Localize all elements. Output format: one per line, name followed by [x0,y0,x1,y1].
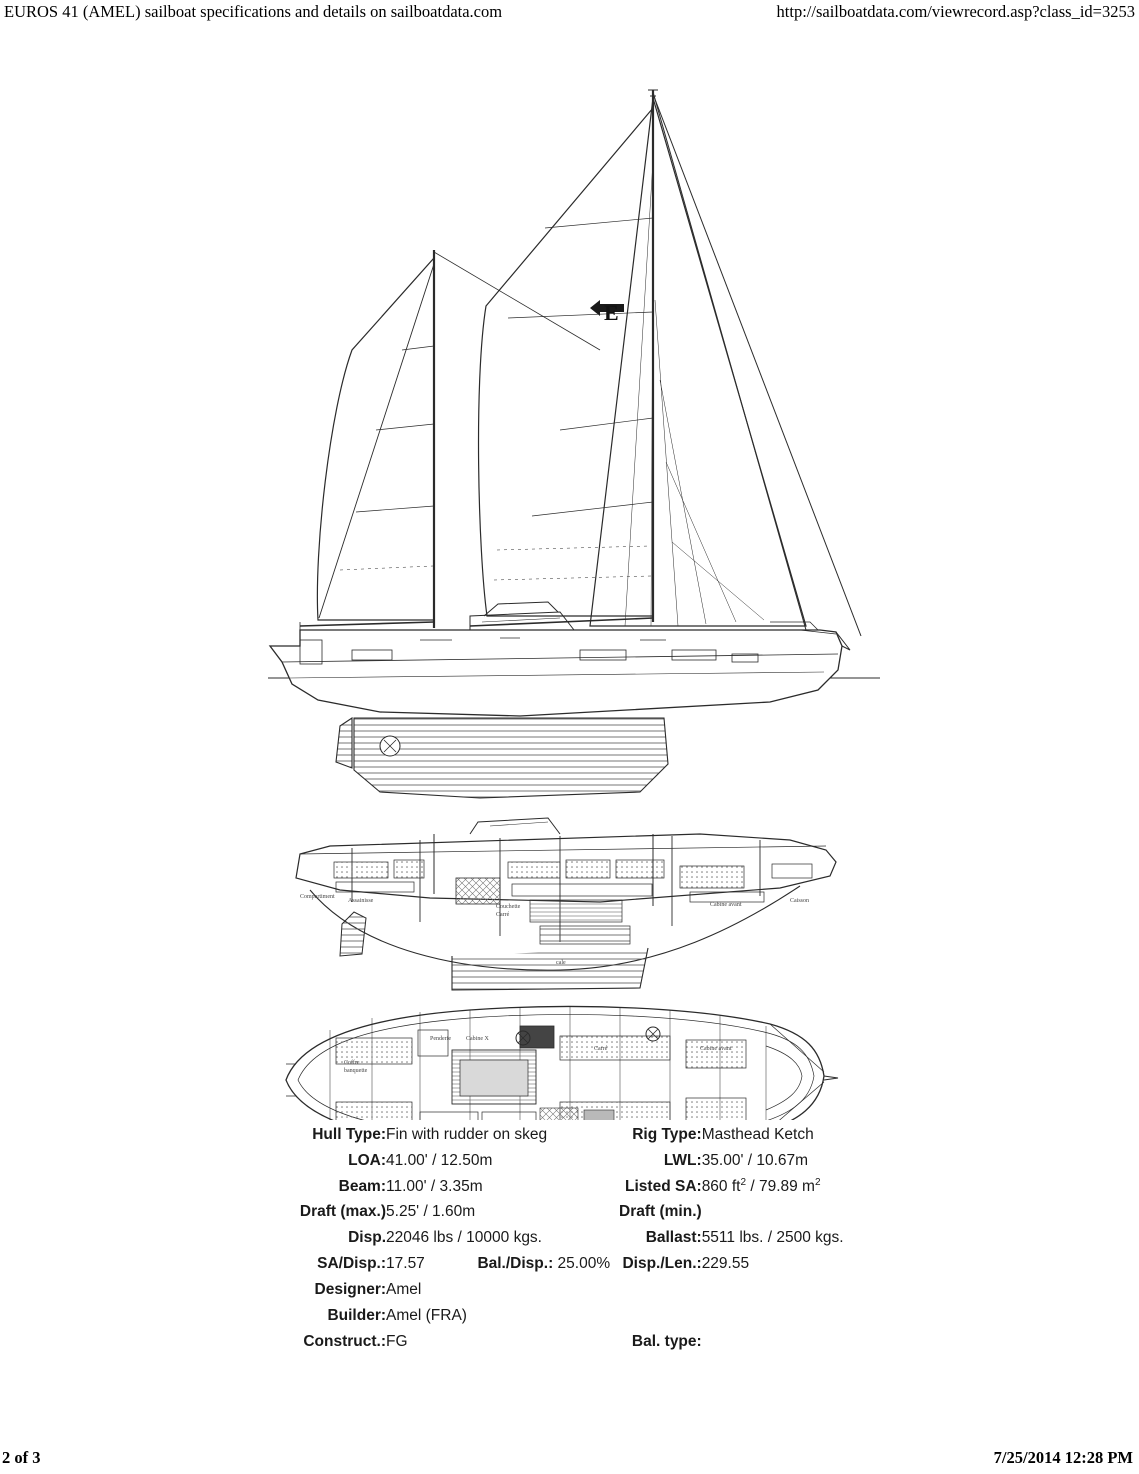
svg-text:Compartiment: Compartiment [300,894,335,900]
table-row [290,1200,850,1226]
loa-value: 41.00' / 12.50m [386,1151,493,1169]
construct-label: Construct.: [303,1332,387,1350]
svg-text:banquette: banquette [344,1068,368,1074]
svg-text:Cabine avant: Cabine avant [710,902,742,908]
builder-value: Amel (FRA) [386,1306,467,1324]
table-row [290,1175,850,1201]
page-number: 2 of 3 [2,1448,41,1467]
print-timestamp: 7/25/2014 12:28 PM [993,1448,1133,1467]
beam-label: Beam: [338,1177,387,1195]
table-row [290,1330,850,1356]
print-header-url: http://sailboatdata.com/viewrecord.asp?class_id=3253 [776,2,1135,21]
disp-value: 22046 lbs / 10000 kgs. [386,1229,542,1247]
table-row-ratios [290,1252,850,1278]
lwl-value: 35.00' / 10.67m [701,1151,809,1169]
svg-text:Carré: Carré [496,912,510,918]
deck-plan-drawing [286,1006,838,1120]
sail-emblem [590,300,624,325]
table-row [290,1304,850,1330]
svg-text:Carré: Carré [594,1046,608,1052]
rig-type-label: Rig Type: [632,1126,702,1143]
bal-disp-label: Bal./Disp.: [477,1255,554,1273]
disp-label: Disp. [348,1229,387,1247]
listed-sa-value [702,1175,850,1201]
draft-max-value: 5.25' / 1.60m [386,1203,476,1221]
designer-label: Designer: [314,1280,387,1298]
boat-drawings [0,50,1139,1120]
spacer-cell-3 [610,1304,702,1330]
draft-max-label: Draft (max.) [299,1203,387,1221]
svg-text:cale: cale [556,960,566,966]
svg-text:E: E [604,300,619,325]
svg-text:Assainisse: Assainisse [348,898,374,904]
table-row [290,1123,850,1149]
table-row [290,1149,850,1175]
bal-type-label: Bal. type: [631,1332,702,1350]
lwl-label: LWL: [663,1151,702,1169]
ballast-label: Ballast: [645,1229,702,1247]
loa-label: LOA: [348,1151,387,1169]
hull-type-value: Fin with rudder on skeg [386,1126,548,1143]
sail-plan-drawing [268,90,880,798]
interior-profile-drawing [296,818,836,990]
bal-type-value [702,1330,850,1356]
rig-type-value: Masthead Ketch [701,1126,814,1143]
table-row [290,1226,850,1252]
disp-len-value: 229.55 [701,1255,750,1273]
spacer-cell-1 [610,1278,702,1304]
print-footer [0,1448,1139,1470]
spacer-cell-4 [702,1304,850,1330]
listed-sa-imperial: 860 ft [701,1177,741,1195]
bal-disp-value: 25.00% [557,1255,611,1273]
print-header [0,2,1139,26]
beam-value: 11.00' / 3.35m [386,1177,483,1195]
listed-sa-metric: / 79.89 m [746,1177,815,1195]
sa-disp-number: 17.57 [386,1255,425,1273]
sa-disp-value [386,1252,610,1278]
construct-value: FG [386,1332,408,1350]
table-row [290,1278,850,1304]
sa-disp-label: SA/Disp.: [317,1255,387,1273]
svg-text:Cabine X: Cabine X [466,1036,489,1042]
hull-type-label: Hull Type: [312,1126,387,1143]
svg-text:Coffre: Coffre [344,1060,360,1066]
spacer-cell-2 [702,1278,850,1304]
listed-sa-imperial-exp: 2 [740,1176,747,1188]
draft-min-label: Draft (min.) [619,1203,702,1221]
listed-sa-label: Listed SA: [625,1177,702,1195]
builder-label: Builder: [327,1306,387,1324]
designer-value: Amel [386,1280,422,1298]
draft-min-value [702,1200,850,1226]
svg-text:Penderie: Penderie [430,1036,451,1042]
svg-text:Caisson: Caisson [790,898,810,904]
ballast-value: 5511 lbs. / 2500 kgs. [701,1229,844,1247]
specifications-table [0,1123,1139,1355]
disp-len-label: Disp./Len.: [622,1255,702,1273]
print-header-title: EUROS 41 (AMEL) sailboat specifications and details on sailboatdata.com [4,2,503,21]
listed-sa-metric-exp: 2 [814,1176,821,1188]
svg-text:Cabine avant: Cabine avant [700,1046,732,1052]
svg-text:Couchette: Couchette [496,904,521,910]
